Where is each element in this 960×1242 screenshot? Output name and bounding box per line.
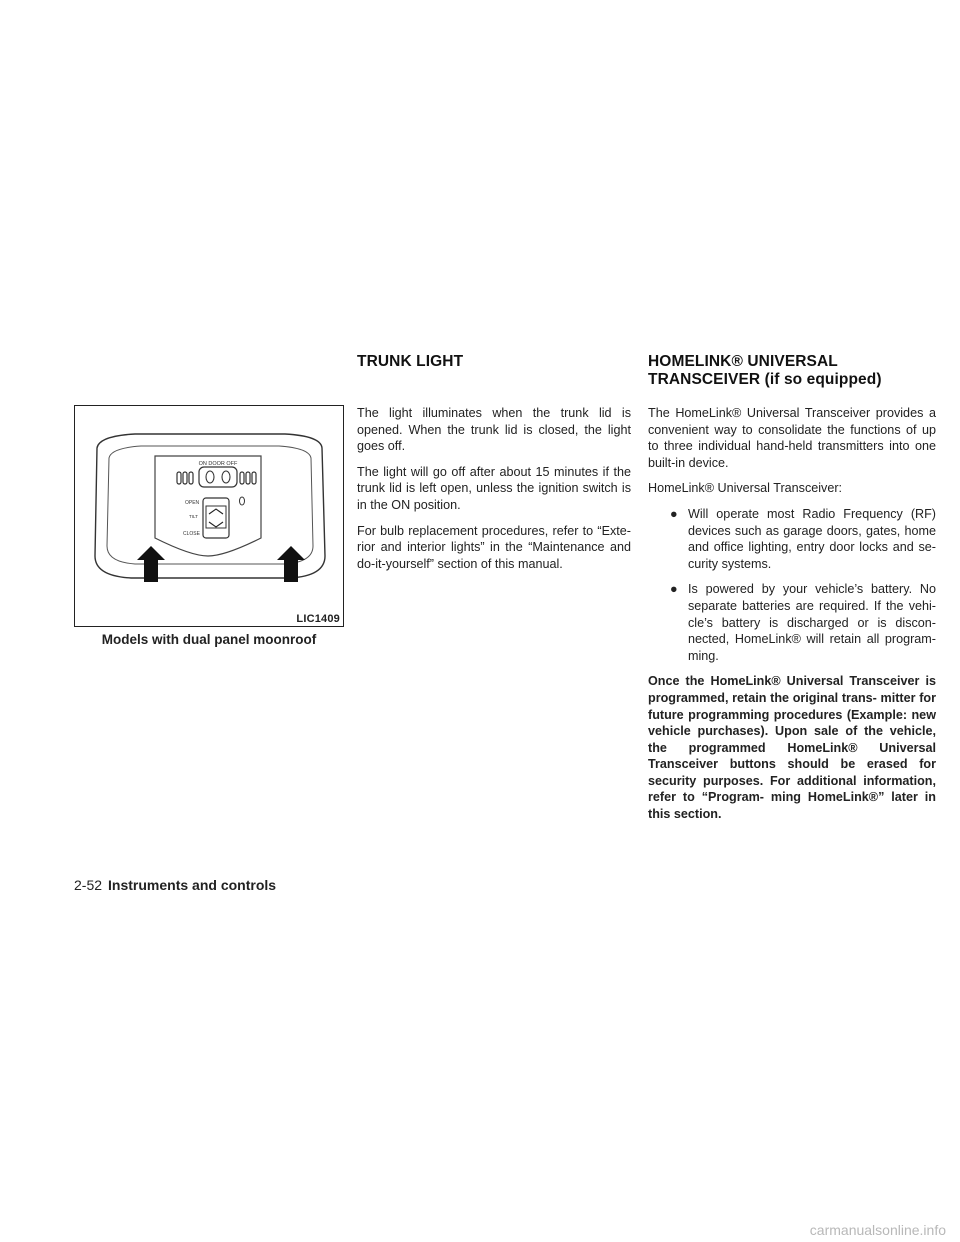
bullet-icon: ● <box>670 506 678 521</box>
figure-code: LIC1409 <box>296 613 340 625</box>
homelink-heading-line1: HOMELINK® UNIVERSAL <box>648 353 838 370</box>
homelink-intro: The HomeLink® Universal Transceiver provides a convenient way to consolidate the functions of up to three individual hand-held transmitters into one built-in device. <box>648 406 936 470</box>
homelink-heading <box>648 353 882 389</box>
moonroof-console-figure <box>74 405 344 627</box>
trunk-light-paragraph: The light illuminates when the trunk lid is opened. When the trunk lid is closed, the light goes off. <box>357 406 631 454</box>
tilt-label: TILT <box>189 514 198 519</box>
open-label: OPEN <box>185 500 200 506</box>
watermark: carmanualsonline.info <box>809 1222 946 1238</box>
homelink-warning: Once the HomeLink® Universal Transceiver is programmed, retain the original trans- mitter for future programming procedures (Example: new vehicle purchases). Upon sale of the vehicle, the programmed HomeLink® Universal Transceiver buttons should be erased for security purposes. For additional information, refer to “Program- ming HomeLink®” later in this section. <box>648 674 936 822</box>
homelink-heading-line2: TRANSCEIVER (if so equipped) <box>648 371 882 388</box>
trunk-light-body <box>357 405 631 581</box>
door-switch-label: ON DOOR OFF <box>198 461 238 467</box>
page-footer <box>74 877 276 893</box>
list-item <box>648 581 936 664</box>
trunk-light-paragraph: The light will go off after about 15 minutes if the trunk lid is left open, unless the ignition switch is in the ON position. <box>357 464 631 512</box>
homelink-body <box>648 405 936 832</box>
list-item-text: Is powered by your vehicle’s battery. No separate batteries are required. If the vehi- cle’s battery is discharged or is discon- nected, HomeLink® will retain all program- ming. <box>688 582 936 663</box>
list-item-text: Will operate most Radio Frequency (RF) devices such as garage doors, gates, home and office lighting, entry door locks and se- curity systems. <box>688 506 936 571</box>
bullet-icon: ● <box>670 582 678 597</box>
homelink-feature-list <box>648 506 936 664</box>
trunk-light-paragraph: For bulb replacement procedures, refer to “Exte- rior and interior lights” in the “Maintenance and do-it-yourself” section of this manual. <box>357 523 631 571</box>
door-switch <box>199 467 237 487</box>
close-label: CLOSE <box>183 531 200 537</box>
section-title: Instruments and controls <box>108 877 277 893</box>
page-number: 2-52 <box>74 877 103 893</box>
overhead-console-illustration <box>75 406 342 625</box>
homelink-list-title: HomeLink® Universal Transceiver: <box>648 481 843 496</box>
list-item <box>648 506 936 572</box>
figure-caption: Models with dual panel moonroof <box>101 632 317 647</box>
trunk-light-heading: TRUNK LIGHT <box>357 353 464 370</box>
